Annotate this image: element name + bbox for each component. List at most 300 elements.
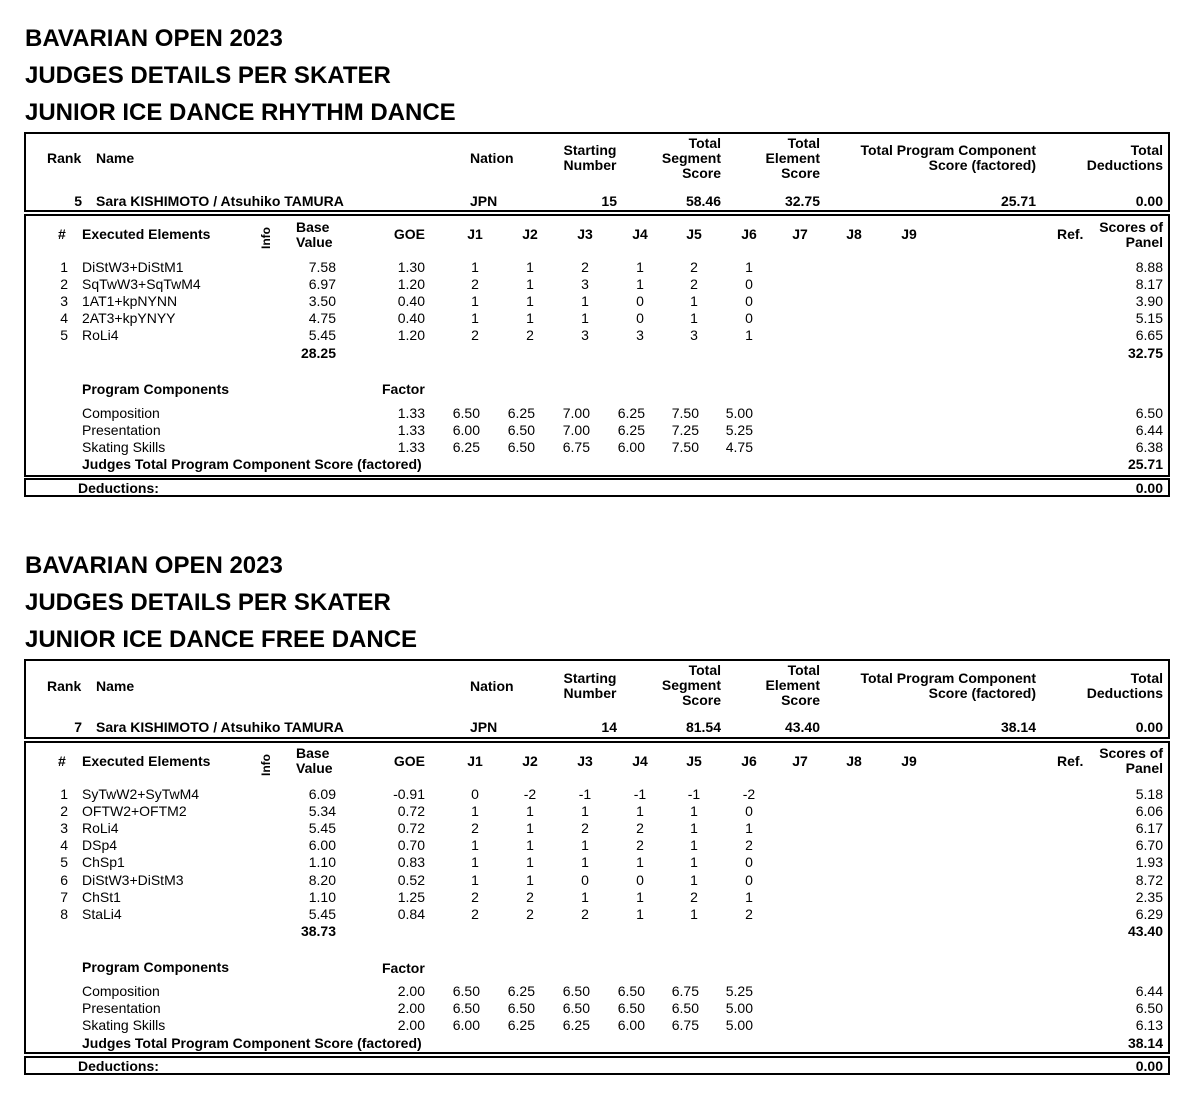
component-factor: 1.33: [397, 405, 425, 421]
element-row: [0, 837, 1193, 854]
component-row: [0, 1000, 1193, 1017]
element-goe: 1.20: [397, 327, 425, 343]
component-row: [0, 422, 1193, 439]
element-number: 5: [60, 854, 68, 870]
j1-label: J1: [467, 753, 483, 769]
rank-label: Rank: [47, 150, 82, 166]
j7-label: J7: [792, 753, 808, 769]
judge-score: 0: [745, 854, 753, 870]
j2-label: J2: [522, 226, 538, 242]
judge-score: 6.25: [562, 1017, 590, 1033]
total-deductions-label: Total Deductions: [1086, 142, 1163, 173]
element-row: [0, 872, 1193, 889]
info-label: Info: [259, 227, 273, 249]
judge-score: 1: [581, 854, 589, 870]
base-value-label: Base Value: [296, 745, 333, 776]
component-factor: 1.33: [397, 439, 425, 455]
judge-score: 6.75: [562, 439, 590, 455]
judge-score: 1: [636, 259, 644, 275]
judge-score: 2: [471, 820, 479, 836]
element-row: [0, 259, 1193, 276]
judge-score: 1: [581, 803, 589, 819]
judge-score: 0: [745, 803, 753, 819]
judge-score: 0: [636, 293, 644, 309]
element-row: [0, 906, 1193, 923]
judge-score: -2: [742, 786, 756, 802]
judge-score: 1: [636, 854, 644, 870]
component-name: Composition: [82, 405, 160, 421]
skater-name: Sara KISHIMOTO / Atsuhiko TAMURA: [96, 193, 344, 209]
element-name: OFTW2+OFTM2: [82, 803, 187, 819]
total-segment-score-label: Total Segment Score: [661, 135, 721, 181]
deductions-label: Deductions:: [78, 1058, 159, 1074]
judge-score: 1: [526, 872, 534, 888]
judge-score: 1: [471, 293, 479, 309]
judge-score: 6.25: [507, 983, 535, 999]
judge-score: 5.00: [725, 1017, 753, 1033]
judge-score: 3: [581, 327, 589, 343]
component-row: [0, 983, 1193, 1000]
j3-label: J3: [577, 753, 593, 769]
element-number: 8: [60, 906, 68, 922]
total-segment-score: 58.46: [685, 193, 721, 209]
pc-total: 38.14: [1127, 1035, 1163, 1051]
skater-nation: JPN: [470, 193, 498, 209]
j6-label: J6: [741, 226, 757, 242]
judge-score: 0: [636, 872, 644, 888]
component-panel-score: 6.50: [1135, 1000, 1163, 1016]
element-base-value: 6.09: [308, 786, 336, 802]
component-name: Skating Skills: [82, 1017, 166, 1033]
judge-score: 3: [581, 276, 589, 292]
element-base-value: 4.75: [308, 310, 336, 326]
goe-label: GOE: [393, 753, 425, 769]
element-panel-score: 6.06: [1135, 803, 1163, 819]
component-row: [0, 1017, 1193, 1034]
element-base-value: 5.34: [308, 803, 336, 819]
total-element-score-label: Total Element Score: [765, 135, 820, 181]
element-goe: 0.83: [397, 854, 425, 870]
judge-score: 2: [526, 327, 534, 343]
total-segment-score-label: Total Segment Score: [661, 662, 721, 708]
judge-score: 6.75: [671, 983, 699, 999]
judge-score: 1: [690, 906, 698, 922]
judge-score: 1: [636, 889, 644, 905]
judge-score: 1: [745, 327, 753, 343]
element-base-value: 1.10: [308, 854, 336, 870]
element-panel-score: 6.17: [1135, 820, 1163, 836]
judge-score: 1: [471, 310, 479, 326]
judge-score: 1: [471, 872, 479, 888]
judge-score: -1: [578, 786, 592, 802]
element-name: StaLi4: [82, 906, 122, 922]
element-base-value: 7.58: [308, 259, 336, 275]
element-name: DiStW3+DiStM3: [82, 872, 184, 888]
judge-score: 2: [471, 276, 479, 292]
element-number: 2: [60, 276, 68, 292]
judge-score: 6.50: [562, 1000, 590, 1016]
element-panel-score: 6.70: [1135, 837, 1163, 853]
panel-score-total: 32.75: [1127, 345, 1163, 361]
judge-score: 6.50: [617, 1000, 645, 1016]
element-number-label: #: [58, 226, 66, 242]
judge-score: 1: [471, 803, 479, 819]
component-panel-score: 6.44: [1135, 983, 1163, 999]
j3-label: J3: [577, 226, 593, 242]
element-name: ChSt1: [82, 889, 121, 905]
pc-total: 25.71: [1127, 456, 1163, 472]
judge-score: 0: [745, 310, 753, 326]
element-number: 1: [60, 786, 68, 802]
element-number: 3: [60, 820, 68, 836]
judge-score: 0: [636, 310, 644, 326]
deductions-value: 0.00: [1135, 1058, 1163, 1074]
element-panel-score: 8.88: [1135, 259, 1163, 275]
element-number-label: #: [58, 753, 66, 769]
element-base-value: 3.50: [308, 293, 336, 309]
component-row: [0, 405, 1193, 422]
deductions-label: Deductions:: [78, 480, 159, 496]
total-pcs-label: Total Program Component Score (factored): [860, 142, 1036, 173]
judge-score: 6.50: [507, 1000, 535, 1016]
judge-score: 1: [690, 803, 698, 819]
element-number: 4: [60, 837, 68, 853]
component-name: Presentation: [82, 1000, 161, 1016]
judge-score: 5.25: [725, 983, 753, 999]
element-panel-score: 5.15: [1135, 310, 1163, 326]
judge-score: 1: [526, 803, 534, 819]
judge-score: 4.75: [725, 439, 753, 455]
component-factor: 2.00: [397, 983, 425, 999]
judge-score: 1: [471, 259, 479, 275]
element-row: [0, 327, 1193, 344]
judge-score: 7.00: [562, 405, 590, 421]
total-deductions: 0.00: [1135, 193, 1163, 209]
judge-score: 1: [526, 259, 534, 275]
judge-score: 2: [690, 276, 698, 292]
element-base-value: 5.45: [308, 327, 336, 343]
judge-score: 1: [526, 310, 534, 326]
j5-label: J5: [686, 753, 702, 769]
element-name: DiStW3+DiStM1: [82, 259, 184, 275]
element-goe: 1.30: [397, 259, 425, 275]
program-components-label: Program Components: [82, 381, 230, 397]
element-row: [0, 803, 1193, 820]
judge-score: 0: [471, 786, 479, 802]
element-number: 5: [60, 327, 68, 343]
scores-of-panel-label: Scores of Panel: [1099, 745, 1163, 776]
judge-score: 6.50: [562, 983, 590, 999]
element-row: [0, 293, 1193, 310]
judge-score: 1: [471, 837, 479, 853]
judge-score: 1: [636, 803, 644, 819]
j8-label: J8: [846, 226, 862, 242]
base-value-total: 38.73: [300, 923, 336, 939]
deductions-box: [24, 1056, 1170, 1075]
element-number: 2: [60, 803, 68, 819]
total-pcs-label: Total Program Component Score (factored): [860, 670, 1036, 701]
element-number: 1: [60, 259, 68, 275]
judge-score: 6.25: [507, 1017, 535, 1033]
j9-label: J9: [901, 226, 917, 242]
judge-score: 5.00: [725, 405, 753, 421]
executed-elements-label: Executed Elements: [82, 753, 211, 769]
component-factor: 2.00: [397, 1000, 425, 1016]
judge-score: 5.00: [725, 1000, 753, 1016]
judge-score: 2: [745, 837, 753, 853]
judge-score: 1: [690, 293, 698, 309]
judge-score: 6.75: [671, 1017, 699, 1033]
element-number: 7: [60, 889, 68, 905]
deductions-value: 0.00: [1135, 480, 1163, 496]
element-base-value: 5.45: [308, 906, 336, 922]
event-title: BAVARIAN OPEN 2023: [25, 25, 283, 52]
judge-score: 2: [690, 259, 698, 275]
judge-score: 1: [636, 906, 644, 922]
judge-score: 1: [581, 310, 589, 326]
element-number: 6: [60, 872, 68, 888]
element-goe: 0.40: [397, 310, 425, 326]
judge-score: 2: [745, 906, 753, 922]
total-element-score: 32.75: [784, 193, 820, 209]
judge-score: 1: [690, 820, 698, 836]
program-components-label: Program Components: [82, 959, 230, 975]
judge-score: 6.25: [617, 422, 645, 438]
judge-score: 1: [690, 837, 698, 853]
judge-score: 1: [526, 276, 534, 292]
j6-label: J6: [741, 753, 757, 769]
ref-label: Ref.: [1057, 753, 1084, 769]
element-row: [0, 310, 1193, 327]
judge-score: 5.25: [725, 422, 753, 438]
judge-score: 0: [581, 872, 589, 888]
element-panel-score: 3.90: [1135, 293, 1163, 309]
judge-score: 6.50: [617, 983, 645, 999]
element-name: 1AT1+kpNYNN: [82, 293, 178, 309]
element-goe: 0.72: [397, 820, 425, 836]
rank-label: Rank: [47, 678, 82, 694]
judge-score: 1: [690, 310, 698, 326]
j9-label: J9: [901, 753, 917, 769]
component-name: Skating Skills: [82, 439, 166, 455]
element-goe: 1.25: [397, 889, 425, 905]
element-name: RoLi4: [82, 327, 119, 343]
element-name: SyTwW2+SyTwM4: [82, 786, 200, 802]
judge-score: 1: [526, 837, 534, 853]
judge-score: 1: [690, 854, 698, 870]
element-goe: 0.70: [397, 837, 425, 853]
segment-free-dance: [0, 527, 1193, 1054]
element-number: 3: [60, 293, 68, 309]
judge-score: 3: [690, 327, 698, 343]
element-row: [0, 276, 1193, 293]
total-deductions-label: Total Deductions: [1086, 670, 1163, 701]
judge-score: 1: [526, 293, 534, 309]
j7-label: J7: [792, 226, 808, 242]
element-name: DSp4: [82, 837, 118, 853]
starting-number-label: Starting Number: [563, 142, 617, 173]
j4-label: J4: [632, 226, 648, 242]
judge-score: 6.50: [507, 422, 535, 438]
report-title: JUDGES DETAILS PER SKATER: [25, 62, 391, 89]
total-pcs: 38.14: [1000, 719, 1036, 735]
element-row: [0, 854, 1193, 871]
j5-label: J5: [686, 226, 702, 242]
judge-score: 2: [471, 327, 479, 343]
judge-score: 6.25: [617, 405, 645, 421]
total-deductions: 0.00: [1135, 719, 1163, 735]
judge-score: 6.50: [452, 405, 480, 421]
element-goe: -0.91: [393, 786, 425, 802]
component-factor: 1.33: [397, 422, 425, 438]
judge-score: 1: [745, 889, 753, 905]
name-label: Name: [96, 678, 135, 694]
judge-score: 1: [526, 854, 534, 870]
judge-score: -1: [687, 786, 701, 802]
component-factor: 2.00: [397, 1017, 425, 1033]
element-goe: 0.52: [397, 872, 425, 888]
element-panel-score: 5.18: [1135, 786, 1163, 802]
judge-score: 1: [745, 820, 753, 836]
segment-title: JUNIOR ICE DANCE RHYTHM DANCE: [25, 99, 456, 126]
component-name: Composition: [82, 983, 160, 999]
info-label: Info: [259, 754, 273, 776]
judge-score: 1: [471, 854, 479, 870]
judge-score: 0: [745, 276, 753, 292]
judge-score: 2: [581, 259, 589, 275]
nation-label: Nation: [470, 678, 514, 694]
element-panel-score: 8.72: [1135, 872, 1163, 888]
component-row: [0, 439, 1193, 456]
element-goe: 0.40: [397, 293, 425, 309]
element-name: RoLi4: [82, 820, 119, 836]
element-row: [0, 786, 1193, 803]
executed-elements-label: Executed Elements: [82, 226, 211, 242]
j2-label: J2: [522, 753, 538, 769]
judge-score: 1: [581, 889, 589, 905]
element-panel-score: 1.93: [1135, 854, 1163, 870]
skater-nation: JPN: [470, 719, 498, 735]
judge-score: 7.25: [671, 422, 699, 438]
judge-score: 6.00: [452, 1017, 480, 1033]
judge-score: 6.50: [507, 439, 535, 455]
judge-score: 0: [745, 293, 753, 309]
judge-score: 6.50: [452, 983, 480, 999]
pc-total-label: Judges Total Program Component Score (factored): [82, 456, 422, 472]
element-panel-score: 2.35: [1135, 889, 1163, 905]
component-panel-score: 6.44: [1135, 422, 1163, 438]
judge-score: 2: [636, 837, 644, 853]
judge-score: -2: [523, 786, 537, 802]
judge-score: 1: [581, 293, 589, 309]
deductions-box: [24, 478, 1170, 497]
judge-score: 6.50: [452, 1000, 480, 1016]
panel-score-total: 43.40: [1127, 923, 1163, 939]
element-name: SqTwW3+SqTwM4: [82, 276, 201, 292]
element-panel-score: 6.29: [1135, 906, 1163, 922]
judge-score: 6.00: [452, 422, 480, 438]
judge-score: 6.00: [617, 439, 645, 455]
judge-score: 6.50: [671, 1000, 699, 1016]
starting-number: 15: [601, 193, 617, 209]
judge-score: 6.00: [617, 1017, 645, 1033]
component-panel-score: 6.13: [1135, 1017, 1163, 1033]
total-element-score: 43.40: [784, 719, 820, 735]
judge-score: 2: [581, 820, 589, 836]
element-number: 4: [60, 310, 68, 326]
judge-score: 2: [581, 906, 589, 922]
element-panel-score: 8.17: [1135, 276, 1163, 292]
judge-score: 1: [690, 872, 698, 888]
judge-score: -1: [633, 786, 647, 802]
element-base-value: 5.45: [308, 820, 336, 836]
judge-score: 3: [636, 327, 644, 343]
judge-score: 7.50: [671, 439, 699, 455]
total-segment-score: 81.54: [685, 719, 721, 735]
goe-label: GOE: [393, 226, 425, 242]
base-value-label: Base Value: [296, 219, 333, 250]
judge-score: 6.25: [452, 439, 480, 455]
judge-score: 7.00: [562, 422, 590, 438]
judge-score: 2: [690, 889, 698, 905]
judge-score: 2: [526, 906, 534, 922]
j1-label: J1: [467, 226, 483, 242]
pc-total-label: Judges Total Program Component Score (factored): [82, 1035, 422, 1051]
judge-score: 1: [745, 259, 753, 275]
judge-score: 2: [471, 889, 479, 905]
element-row: [0, 820, 1193, 837]
component-panel-score: 6.38: [1135, 439, 1163, 455]
element-name: 2AT3+kpYNYY: [82, 310, 176, 326]
segment-rhythm-dance: [0, 0, 1193, 527]
judge-score: 6.25: [507, 405, 535, 421]
skater-rank: 5: [74, 193, 82, 209]
scores-of-panel-label: Scores of Panel: [1099, 219, 1163, 250]
judge-score: 2: [636, 820, 644, 836]
report-title: JUDGES DETAILS PER SKATER: [25, 589, 391, 616]
name-label: Name: [96, 150, 135, 166]
element-base-value: 6.97: [308, 276, 336, 292]
component-name: Presentation: [82, 422, 161, 438]
skater-name: Sara KISHIMOTO / Atsuhiko TAMURA: [96, 719, 344, 735]
judge-score: 1: [581, 837, 589, 853]
judge-score: 1: [636, 276, 644, 292]
element-panel-score: 6.65: [1135, 327, 1163, 343]
nation-label: Nation: [470, 150, 514, 166]
j8-label: J8: [846, 753, 862, 769]
segment-title: JUNIOR ICE DANCE FREE DANCE: [25, 626, 418, 653]
element-base-value: 6.00: [308, 837, 336, 853]
component-panel-score: 6.50: [1135, 405, 1163, 421]
factor-label: Factor: [382, 381, 425, 397]
judge-score: 1: [526, 820, 534, 836]
element-goe: 0.84: [397, 906, 425, 922]
element-name: ChSp1: [82, 854, 125, 870]
judge-score: 0: [745, 872, 753, 888]
starting-number-label: Starting Number: [563, 670, 617, 701]
judge-score: 2: [471, 906, 479, 922]
starting-number: 14: [601, 719, 617, 735]
j4-label: J4: [632, 753, 648, 769]
total-pcs: 25.71: [1000, 193, 1036, 209]
judge-score: 7.50: [671, 405, 699, 421]
element-row: [0, 889, 1193, 906]
element-goe: 1.20: [397, 276, 425, 292]
ref-label: Ref.: [1057, 226, 1084, 242]
element-base-value: 1.10: [308, 889, 336, 905]
skater-rank: 7: [74, 719, 82, 735]
element-base-value: 8.20: [308, 872, 336, 888]
